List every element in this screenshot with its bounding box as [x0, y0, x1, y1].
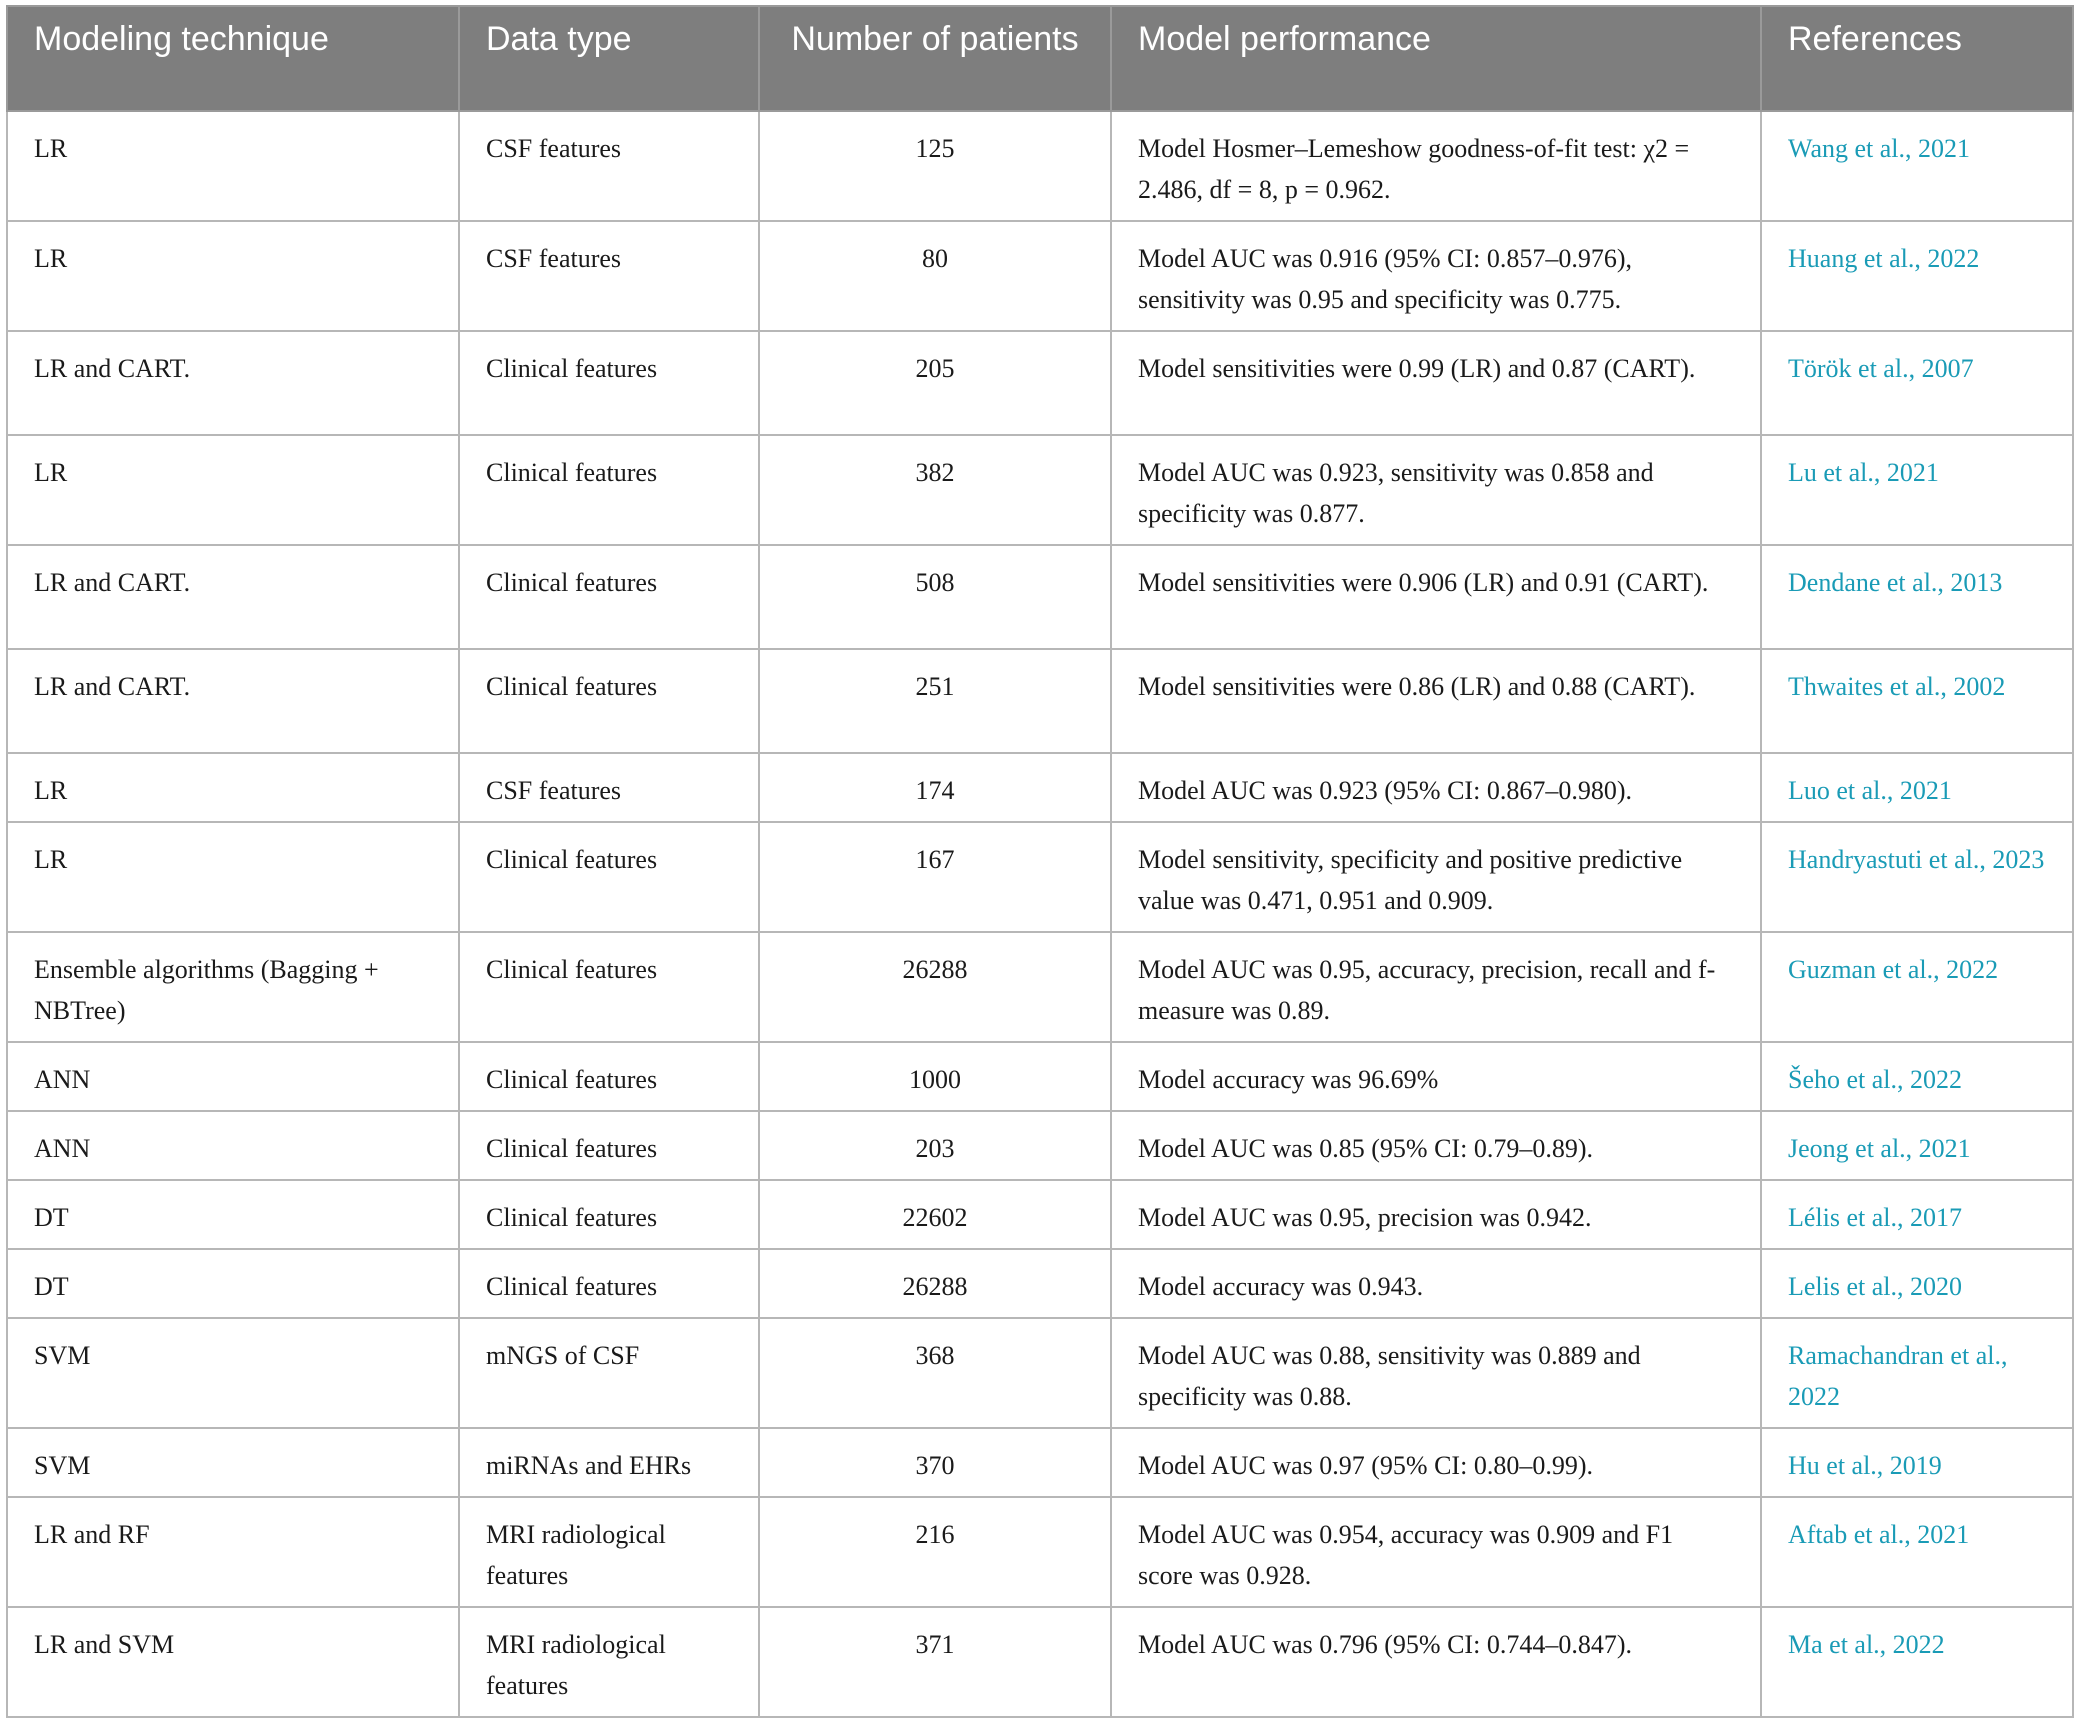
cell-model-performance: Model AUC was 0.88, sensitivity was 0.889 and specificity was 0.88. [1111, 1318, 1761, 1428]
cell-data-type: miRNAs and EHRs [459, 1428, 759, 1497]
cell-data-type: MRI radiological features [459, 1497, 759, 1607]
cell-modeling-technique: ANN [7, 1042, 459, 1111]
cell-model-performance: Model accuracy was 96.69% [1111, 1042, 1761, 1111]
table-row [7, 111, 2073, 221]
cell-number-of-patients: 1000 [759, 1042, 1111, 1111]
header-number-of-patients: Number of patients [759, 6, 1111, 111]
cell-reference[interactable]: Török et al., 2007 [1761, 331, 2073, 435]
cell-number-of-patients: 167 [759, 822, 1111, 932]
cell-number-of-patients: 216 [759, 1497, 1111, 1607]
table-row [7, 1318, 2073, 1428]
cell-model-performance: Model sensitivities were 0.86 (LR) and 0.88 (CART). [1111, 649, 1761, 753]
table-row [7, 221, 2073, 331]
cell-number-of-patients: 26288 [759, 1249, 1111, 1318]
table-row [7, 331, 2073, 435]
cell-model-performance: Model AUC was 0.95, precision was 0.942. [1111, 1180, 1761, 1249]
header-modeling-technique: Modeling technique [7, 6, 459, 111]
cell-number-of-patients: 174 [759, 753, 1111, 822]
cell-data-type: Clinical features [459, 822, 759, 932]
cell-reference[interactable]: Aftab et al., 2021 [1761, 1497, 2073, 1607]
table-row [7, 649, 2073, 753]
cell-modeling-technique: DT [7, 1180, 459, 1249]
table-header [7, 6, 2073, 111]
table-row [7, 545, 2073, 649]
cell-model-performance: Model sensitivities were 0.906 (LR) and 0.91 (CART). [1111, 545, 1761, 649]
cell-reference[interactable]: Wang et al., 2021 [1761, 111, 2073, 221]
cell-modeling-technique: LR and SVM [7, 1607, 459, 1717]
cell-modeling-technique: Ensemble algorithms (Bagging + NBTree) [7, 932, 459, 1042]
table-row [7, 932, 2073, 1042]
cell-data-type: Clinical features [459, 932, 759, 1042]
cell-data-type: Clinical features [459, 649, 759, 753]
cell-reference[interactable]: Lélis et al., 2017 [1761, 1180, 2073, 1249]
cell-reference[interactable]: Hu et al., 2019 [1761, 1428, 2073, 1497]
cell-modeling-technique: LR [7, 435, 459, 545]
table-row [7, 1042, 2073, 1111]
cell-data-type: CSF features [459, 221, 759, 331]
cell-reference[interactable]: Luo et al., 2021 [1761, 753, 2073, 822]
cell-number-of-patients: 203 [759, 1111, 1111, 1180]
cell-data-type: Clinical features [459, 1042, 759, 1111]
cell-number-of-patients: 22602 [759, 1180, 1111, 1249]
cell-modeling-technique: LR and CART. [7, 649, 459, 753]
cell-number-of-patients: 205 [759, 331, 1111, 435]
cell-model-performance: Model AUC was 0.954, accuracy was 0.909 and F1 score was 0.928. [1111, 1497, 1761, 1607]
cell-data-type: CSF features [459, 753, 759, 822]
table-row [7, 435, 2073, 545]
header-references: References [1761, 6, 2073, 111]
cell-reference[interactable]: Huang et al., 2022 [1761, 221, 2073, 331]
cell-data-type: Clinical features [459, 435, 759, 545]
cell-reference[interactable]: Lu et al., 2021 [1761, 435, 2073, 545]
table-row [7, 1607, 2073, 1717]
cell-data-type: mNGS of CSF [459, 1318, 759, 1428]
cell-modeling-technique: DT [7, 1249, 459, 1318]
cell-reference[interactable]: Thwaites et al., 2002 [1761, 649, 2073, 753]
cell-model-performance: Model AUC was 0.95, accuracy, precision, recall and f-measure was 0.89. [1111, 932, 1761, 1042]
header-row [7, 6, 2073, 111]
cell-number-of-patients: 251 [759, 649, 1111, 753]
cell-data-type: MRI radiological features [459, 1607, 759, 1717]
cell-model-performance: Model AUC was 0.85 (95% CI: 0.79–0.89). [1111, 1111, 1761, 1180]
cell-reference[interactable]: Dendane et al., 2013 [1761, 545, 2073, 649]
cell-number-of-patients: 508 [759, 545, 1111, 649]
cell-model-performance: Model AUC was 0.796 (95% CI: 0.744–0.847). [1111, 1607, 1761, 1717]
table-row [7, 1111, 2073, 1180]
cell-reference[interactable]: Guzman et al., 2022 [1761, 932, 2073, 1042]
cell-reference[interactable]: Handryastuti et al., 2023 [1761, 822, 2073, 932]
cell-data-type: Clinical features [459, 545, 759, 649]
cell-data-type: Clinical features [459, 331, 759, 435]
cell-modeling-technique: SVM [7, 1318, 459, 1428]
cell-data-type: Clinical features [459, 1180, 759, 1249]
cell-number-of-patients: 26288 [759, 932, 1111, 1042]
table-body [7, 111, 2073, 1717]
cell-modeling-technique: ANN [7, 1111, 459, 1180]
cell-modeling-technique: LR [7, 822, 459, 932]
table-row [7, 1497, 2073, 1607]
header-model-performance: Model performance [1111, 6, 1761, 111]
cell-reference[interactable]: Jeong et al., 2021 [1761, 1111, 2073, 1180]
cell-modeling-technique: SVM [7, 1428, 459, 1497]
cell-model-performance: Model AUC was 0.916 (95% CI: 0.857–0.976), sensitivity was 0.95 and specificity was 0.775. [1111, 221, 1761, 331]
cell-number-of-patients: 370 [759, 1428, 1111, 1497]
cell-modeling-technique: LR and RF [7, 1497, 459, 1607]
cell-modeling-technique: LR [7, 221, 459, 331]
cell-number-of-patients: 125 [759, 111, 1111, 221]
cell-reference[interactable]: Ramachandran et al., 2022 [1761, 1318, 2073, 1428]
models-table [6, 5, 2074, 1718]
cell-data-type: CSF features [459, 111, 759, 221]
cell-number-of-patients: 382 [759, 435, 1111, 545]
cell-reference[interactable]: Lelis et al., 2020 [1761, 1249, 2073, 1318]
cell-reference[interactable]: Ma et al., 2022 [1761, 1607, 2073, 1717]
table-row [7, 1249, 2073, 1318]
table-row [7, 1180, 2073, 1249]
cell-number-of-patients: 368 [759, 1318, 1111, 1428]
cell-model-performance: Model sensitivity, specificity and positive predictive value was 0.471, 0.951 and 0.909. [1111, 822, 1761, 932]
cell-number-of-patients: 80 [759, 221, 1111, 331]
table-row [7, 753, 2073, 822]
cell-model-performance: Model AUC was 0.97 (95% CI: 0.80–0.99). [1111, 1428, 1761, 1497]
cell-modeling-technique: LR and CART. [7, 545, 459, 649]
cell-data-type: Clinical features [459, 1249, 759, 1318]
cell-modeling-technique: LR [7, 753, 459, 822]
cell-reference[interactable]: Šeho et al., 2022 [1761, 1042, 2073, 1111]
table-row [7, 822, 2073, 932]
cell-modeling-technique: LR and CART. [7, 331, 459, 435]
header-data-type: Data type [459, 6, 759, 111]
cell-model-performance: Model accuracy was 0.943. [1111, 1249, 1761, 1318]
cell-model-performance: Model AUC was 0.923, sensitivity was 0.858 and specificity was 0.877. [1111, 435, 1761, 545]
cell-model-performance: Model Hosmer–Lemeshow goodness-of-fit test: χ2 = 2.486, df = 8, p = 0.962. [1111, 111, 1761, 221]
cell-data-type: Clinical features [459, 1111, 759, 1180]
cell-number-of-patients: 371 [759, 1607, 1111, 1717]
cell-model-performance: Model AUC was 0.923 (95% CI: 0.867–0.980). [1111, 753, 1761, 822]
cell-model-performance: Model sensitivities were 0.99 (LR) and 0.87 (CART). [1111, 331, 1761, 435]
cell-modeling-technique: LR [7, 111, 459, 221]
table-row [7, 1428, 2073, 1497]
